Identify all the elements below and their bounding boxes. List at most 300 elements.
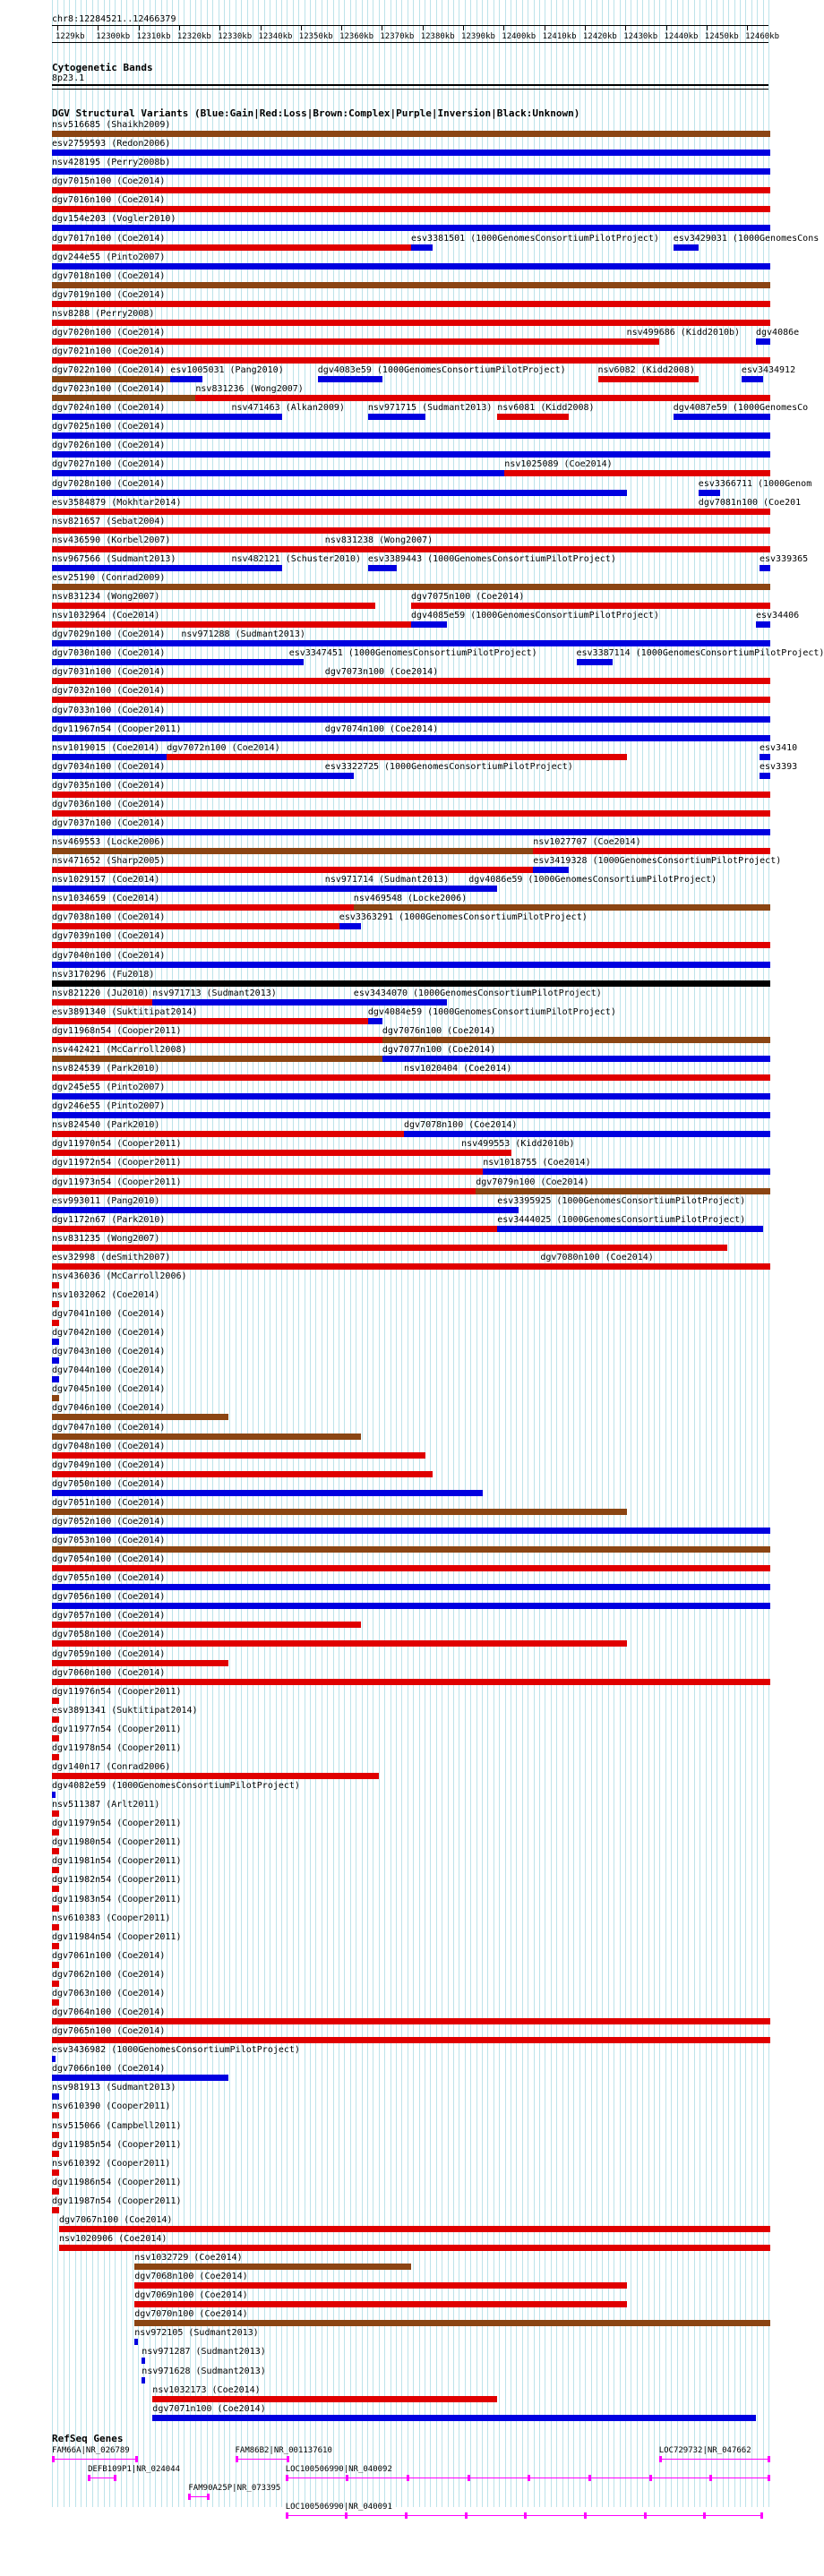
variant-label[interactable]: dgv7052n100 (Coe2014) [52,1516,166,1527]
variant-label[interactable]: dgv7022n100 (Coe2014) [52,365,166,375]
variant-bar[interactable] [52,829,770,835]
variant-bar[interactable] [760,565,770,571]
variant-label[interactable]: esv3389443 (1000GenomesConsortiumPilotProject) [367,553,616,564]
variant-bar[interactable] [52,2132,59,2138]
variant-bar[interactable] [52,490,627,496]
variant-bar[interactable] [52,301,770,307]
variant-bar[interactable] [152,2396,497,2402]
variant-label[interactable]: esv3395925 (1000GenomesConsortiumPilotProject) [497,1195,746,1206]
variant-bar[interactable] [540,1263,770,1270]
variant-label[interactable]: esv3387114 (1000GenomesConsortiumPilotProject) [576,648,824,659]
variant-bar[interactable] [52,810,770,817]
variant-label[interactable]: dgv7050n100 (Coe2014) [52,1478,166,1489]
variant-label[interactable]: dgv11973n54 (Cooper2011) [52,1177,182,1187]
variant-bar[interactable] [598,376,699,382]
variant-label[interactable]: dgv7021n100 (Coe2014) [52,347,166,356]
variant-label[interactable]: dgv4086e59 (1000GenomesConsortiumPilotProject) [468,875,717,886]
variant-label[interactable]: dgv11976n54 (Cooper2011) [52,1686,182,1697]
variant-bar[interactable] [52,263,770,270]
variant-bar[interactable] [382,1037,770,1043]
variant-label[interactable]: nsv1025089 (Coe2014) [504,459,613,470]
variant-bar[interactable] [52,1640,627,1647]
variant-bar[interactable] [52,1282,59,1288]
variant-label[interactable]: dgv7015n100 (Coe2014) [52,176,166,187]
variant-label[interactable]: nsv981913 (Sudmant2013) [52,2083,176,2093]
variant-bar[interactable] [52,1698,59,1704]
variant-label[interactable]: nsv469553 (Locke2006) [52,837,166,847]
variant-label[interactable]: nsv1032729 (Coe2014) [134,2253,243,2263]
variant-bar[interactable] [52,1546,770,1553]
variant-label[interactable]: dgv7063n100 (Coe2014) [52,1988,166,1998]
variant-bar[interactable] [504,470,770,476]
variant-bar[interactable] [52,2207,59,2213]
variant-label[interactable]: nsv469548 (Locke2006) [353,894,468,904]
variant-bar[interactable] [497,1207,519,1213]
variant-bar[interactable] [52,1999,59,2006]
variant-label[interactable]: nsv1019015 (Coe2014) [52,742,160,753]
variant-bar[interactable] [52,1792,56,1798]
variant-bar[interactable] [533,867,569,873]
variant-label[interactable]: nsv511387 (Arlt2011) [52,1800,160,1810]
variant-bar[interactable] [52,1810,59,1817]
variant-bar[interactable] [368,1018,382,1024]
variant-label[interactable]: dgv7058n100 (Coe2014) [52,1630,166,1640]
variant-bar[interactable] [52,2112,59,2118]
variant-bar[interactable] [232,414,282,420]
variant-label[interactable]: dgv7076n100 (Coe2014) [382,1025,496,1036]
variant-label[interactable]: dgv7053n100 (Coe2014) [52,1536,166,1545]
variant-bar[interactable] [52,2075,228,2081]
variant-label[interactable]: dgv4085e59 (1000GenomesConsortiumPilotProject) [411,611,659,621]
variant-bar[interactable] [699,490,720,496]
variant-bar[interactable] [152,999,354,1006]
variant-label[interactable]: dgv7018n100 (Coe2014) [52,270,166,281]
variant-bar[interactable] [674,244,699,251]
variant-label[interactable]: dgv7054n100 (Coe2014) [52,1554,166,1565]
variant-bar[interactable] [52,1301,59,1307]
variant-bar[interactable] [52,1357,59,1364]
variant-bar[interactable] [52,584,770,590]
variant-bar[interactable] [742,376,763,382]
variant-label[interactable]: nsv610392 (Cooper2011) [52,2158,171,2169]
variant-label[interactable]: nsv831236 (Wong2007) [195,384,304,395]
variant-label[interactable]: dgv7046n100 (Coe2014) [52,1403,166,1414]
variant-bar[interactable] [52,509,699,515]
variant-bar[interactable] [339,923,361,929]
variant-bar[interactable] [760,773,770,779]
variant-label[interactable]: dgv11968n54 (Cooper2011) [52,1025,182,1036]
variant-bar[interactable] [52,1528,770,1534]
variant-label[interactable]: dgv11982n54 (Cooper2011) [52,1875,182,1886]
variant-label[interactable]: esv3347451 (1000GenomesConsortiumPilotProject) [288,648,537,659]
variant-bar[interactable] [52,357,770,364]
variant-label[interactable]: dgv7066n100 (Coe2014) [52,2064,166,2075]
variant-bar[interactable] [52,1716,59,1723]
variant-label[interactable]: dgv7071n100 (Coe2014) [152,2403,266,2414]
variant-bar[interactable] [756,621,770,628]
variant-label[interactable]: dgv7045n100 (Coe2014) [52,1384,166,1395]
variant-bar[interactable] [52,131,770,137]
variant-label[interactable]: nsv8288 (Perry2008) [52,308,155,319]
variant-label[interactable]: esv3393 [760,761,798,772]
variant-bar[interactable] [181,640,770,646]
variant-label[interactable]: dgv4084e59 (1000GenomesConsortiumPilotProject) [367,1006,616,1017]
variant-label[interactable]: dgv140n17 (Conrad2006) [52,1762,171,1772]
variant-label[interactable]: nsv967566 (Sudmant2013) [52,553,176,564]
variant-label[interactable]: esv3366711 (1000Genom [698,478,812,489]
variant-bar[interactable] [52,1056,382,1062]
variant-bar[interactable] [627,338,659,345]
variant-bar[interactable] [52,1622,361,1628]
variant-bar[interactable] [52,1924,59,1930]
variant-label[interactable]: dgv7049n100 (Coe2014) [52,1459,166,1470]
variant-bar[interactable] [52,1584,770,1590]
variant-bar[interactable] [52,1829,59,1836]
variant-bar[interactable] [52,338,627,345]
variant-bar[interactable] [325,773,354,779]
variant-label[interactable]: esv3584879 (Mokhtar2014) [52,497,182,508]
variant-bar[interactable] [52,376,170,382]
variant-bar[interactable] [52,1414,228,1420]
variant-bar[interactable] [52,1037,382,1043]
variant-bar[interactable] [52,432,770,439]
variant-bar[interactable] [52,206,770,212]
variant-label[interactable]: nsv971713 (Sudmant2013) [152,988,277,998]
variant-label[interactable]: nsv610390 (Cooper2011) [52,2101,171,2112]
variant-label[interactable]: nsv428195 (Perry2008b) [52,158,171,168]
gene-label[interactable]: LOC729732|NR_047662 [658,2446,751,2455]
variant-bar[interactable] [52,2093,59,2100]
variant-label[interactable]: dgv7081n100 (Coe201 [698,497,802,508]
variant-bar[interactable] [134,2282,626,2289]
variant-label[interactable]: dgv11986n54 (Cooper2011) [52,2177,182,2187]
variant-bar[interactable] [318,376,382,382]
variant-bar[interactable] [52,1773,379,1779]
variant-label[interactable]: dgv7079n100 (Coe2014) [476,1177,589,1187]
variant-bar[interactable] [52,1150,461,1156]
variant-label[interactable]: dgv7065n100 (Coe2014) [52,2026,166,2037]
variant-bar[interactable] [170,376,202,382]
variant-label[interactable]: dgv7039n100 (Coe2014) [52,931,166,942]
variant-bar[interactable] [411,603,770,609]
variant-bar[interactable] [325,546,770,552]
variant-label[interactable]: dgv7056n100 (Coe2014) [52,1592,166,1603]
variant-label[interactable]: dgv7070n100 (Coe2014) [134,2309,248,2320]
variant-label[interactable]: nsv3170296 (Fu2018) [52,969,155,980]
variant-bar[interactable] [52,1660,228,1666]
variant-label[interactable]: nsv821657 (Sebat2004) [52,516,166,526]
variant-label[interactable]: dgv7031n100 (Coe2014) [52,667,166,678]
variant-label[interactable]: dgv7016n100 (Coe2014) [52,195,166,206]
variant-label[interactable]: esv32998 (deSmith2007) [52,1252,171,1262]
variant-label[interactable]: dgv7038n100 (Coe2014) [52,912,166,923]
variant-label[interactable]: dgv4086e [756,327,800,338]
variant-bar[interactable] [52,1565,770,1571]
gene-line[interactable] [52,2459,138,2460]
variant-label[interactable]: nsv1020906 (Coe2014) [59,2234,167,2244]
variant-bar[interactable] [52,2056,56,2062]
variant-label[interactable]: nsv6082 (Kidd2008) [597,365,695,375]
variant-bar[interactable] [411,621,447,628]
variant-bar[interactable] [52,735,325,741]
variant-label[interactable]: dgv11980n54 (Cooper2011) [52,1837,182,1848]
variant-bar[interactable] [699,509,770,515]
variant-label[interactable]: esv993011 (Pang2010) [52,1195,160,1206]
variant-label[interactable]: dgv7061n100 (Coe2014) [52,1950,166,1961]
variant-bar[interactable] [52,225,770,231]
variant-bar[interactable] [52,942,770,948]
variant-label[interactable]: dgv7032n100 (Coe2014) [52,686,166,697]
variant-bar[interactable] [325,735,770,741]
variant-label[interactable]: nsv971715 (Sudmant2013) [367,403,493,414]
variant-bar[interactable] [52,867,533,873]
variant-label[interactable]: dgv7040n100 (Coe2014) [52,950,166,961]
variant-bar[interactable] [354,999,447,1006]
variant-label[interactable]: dgv11983n54 (Cooper2011) [52,1894,182,1904]
variant-bar[interactable] [52,923,339,929]
variant-label[interactable]: dgv7042n100 (Coe2014) [52,1328,166,1339]
variant-label[interactable]: nsv482121 (Schuster2010) [231,553,361,564]
variant-bar[interactable] [195,395,770,401]
variant-label[interactable]: esv2759593 (Redon2006) [52,139,171,150]
variant-bar[interactable] [52,546,325,552]
variant-bar[interactable] [52,1943,59,1949]
variant-label[interactable]: dgv7062n100 (Coe2014) [52,1969,166,1980]
variant-bar[interactable] [52,848,533,854]
variant-label[interactable]: dgv1172n67 (Park2010) [52,1214,166,1225]
variant-bar[interactable] [52,716,770,723]
variant-bar[interactable] [382,1056,770,1062]
variant-label[interactable]: esv3891340 (Suktitipat2014) [52,1006,198,1017]
variant-label[interactable]: dgv7036n100 (Coe2014) [52,799,166,809]
variant-label[interactable]: dgv7068n100 (Coe2014) [134,2272,248,2282]
variant-label[interactable]: nsv821220 (Ju2010) [52,988,150,998]
variant-label[interactable]: nsv1032062 (Coe2014) [52,1290,160,1300]
variant-label[interactable]: nsv610383 (Cooper2011) [52,1913,171,1923]
variant-bar[interactable] [52,1263,540,1270]
variant-label[interactable]: nsv971714 (Sudmant2013) [324,875,450,886]
variant-label[interactable]: nsv971628 (Sudmant2013) [142,2366,266,2376]
variant-bar[interactable] [52,603,375,609]
variant-label[interactable]: dgv7072n100 (Coe2014) [167,742,280,753]
gene-label[interactable]: DEFB109P1|NR_024044 [88,2465,181,2474]
variant-label[interactable]: dgv7078n100 (Coe2014) [404,1120,518,1131]
variant-bar[interactable] [52,244,411,251]
variant-label[interactable]: dgv7069n100 (Coe2014) [134,2290,248,2301]
variant-bar[interactable] [461,1150,511,1156]
variant-label[interactable]: esv3444025 (1000GenomesConsortiumPilotProject) [497,1214,746,1225]
variant-bar[interactable] [760,754,770,760]
variant-label[interactable]: dgv7019n100 (Coe2014) [52,289,166,300]
variant-label[interactable]: dgv11979n54 (Cooper2011) [52,1819,182,1829]
variant-label[interactable]: dgv7048n100 (Coe2014) [52,1441,166,1451]
variant-label[interactable]: dgv7035n100 (Coe2014) [52,780,166,791]
variant-label[interactable]: dgv11967n54 (Cooper2011) [52,723,182,734]
variant-bar[interactable] [52,659,289,665]
variant-bar[interactable] [468,886,497,892]
variant-bar[interactable] [59,2226,770,2232]
variant-bar[interactable] [52,2188,59,2195]
variant-bar[interactable] [483,1168,770,1175]
variant-label[interactable]: nsv471652 (Sharp2005) [52,856,166,867]
variant-bar[interactable] [52,414,232,420]
variant-label[interactable]: esv34406 [756,611,800,621]
variant-bar[interactable] [577,659,613,665]
variant-bar[interactable] [52,2169,59,2176]
variant-label[interactable]: dgv11981n54 (Cooper2011) [52,1856,182,1867]
variant-label[interactable]: nsv1027707 (Coe2014) [533,837,641,847]
variant-bar[interactable] [52,1452,425,1459]
variant-label[interactable]: dgv7034n100 (Coe2014) [52,761,166,772]
variant-label[interactable]: dgv7043n100 (Coe2014) [52,1347,166,1357]
variant-label[interactable]: nsv442421 (McCarroll2008) [52,1044,187,1055]
variant-bar[interactable] [52,2037,770,2043]
variant-label[interactable]: dgv11972n54 (Cooper2011) [52,1158,182,1168]
variant-label[interactable]: esv3381501 (1000GenomesConsortiumPilotProject) [411,233,659,244]
variant-label[interactable]: dgv7060n100 (Coe2014) [52,1667,166,1678]
variant-label[interactable]: dgv11985n54 (Cooper2011) [52,2139,182,2150]
variant-bar[interactable] [52,1018,368,1024]
variant-bar[interactable] [52,1735,59,1742]
variant-bar[interactable] [289,659,304,665]
variant-label[interactable]: nsv1032173 (Coe2014) [152,2384,261,2395]
variant-label[interactable]: dgv154e203 (Vogler2010) [52,214,176,225]
variant-bar[interactable] [368,414,425,420]
variant-label[interactable]: dgv11978n54 (Cooper2011) [52,1742,182,1753]
variant-label[interactable]: esv3419328 (1000GenomesConsortiumPilotProject) [533,856,782,867]
variant-bar[interactable] [52,1168,483,1175]
variant-bar[interactable] [52,1886,59,1892]
variant-label[interactable]: dgv7029n100 (Coe2014) [52,629,166,640]
variant-bar[interactable] [52,1112,770,1118]
variant-label[interactable]: nsv499686 (Kidd2010b) [626,327,741,338]
variant-bar[interactable] [52,2151,59,2157]
variant-label[interactable]: nsv971287 (Sudmant2013) [142,2347,266,2358]
variant-bar[interactable] [232,565,282,571]
variant-bar[interactable] [354,904,770,911]
variant-bar[interactable] [152,2415,756,2421]
variant-bar[interactable] [52,320,770,326]
variant-label[interactable]: dgv7073n100 (Coe2014) [324,667,439,678]
variant-label[interactable]: dgv7025n100 (Coe2014) [52,422,166,432]
variant-label[interactable]: dgv7033n100 (Coe2014) [52,705,166,715]
variant-label[interactable]: dgv246e55 (Pinto2007) [52,1101,166,1112]
variant-bar[interactable] [52,773,325,779]
variant-bar[interactable] [52,1245,727,1251]
variant-label[interactable]: nsv824539 (Park2010) [52,1064,160,1074]
variant-label[interactable]: nsv1034659 (Coe2014) [52,894,160,904]
variant-bar[interactable] [52,527,770,534]
gene-line[interactable] [659,2459,770,2460]
variant-label[interactable]: esv3434070 (1000GenomesConsortiumPilotProject) [353,988,602,998]
variant-label[interactable]: dgv7024n100 (Coe2014) [52,403,166,414]
variant-bar[interactable] [52,470,504,476]
variant-bar[interactable] [52,1433,361,1440]
variant-bar[interactable] [134,2264,411,2270]
variant-bar[interactable] [52,904,354,911]
gene-label[interactable]: FAM90A25P|NR_073395 [188,2484,281,2493]
variant-label[interactable]: dgv245e55 (Pinto2007) [52,1083,166,1093]
variant-bar[interactable] [52,621,411,628]
variant-bar[interactable] [52,1320,59,1326]
variant-label[interactable]: nsv972105 (Sudmant2013) [134,2328,259,2339]
variant-label[interactable]: esv3891341 (Suktitipat2014) [52,1705,198,1716]
variant-bar[interactable] [325,886,468,892]
variant-label[interactable]: nsv1029157 (Coe2014) [52,875,160,886]
variant-label[interactable]: dgv7047n100 (Coe2014) [52,1422,166,1433]
variant-label[interactable]: dgv7028n100 (Coe2014) [52,478,166,489]
variant-bar[interactable] [167,754,626,760]
variant-label[interactable]: dgv7075n100 (Coe2014) [411,592,525,602]
variant-bar[interactable] [52,451,770,458]
variant-label[interactable]: nsv831234 (Wong2007) [52,592,160,602]
variant-label[interactable]: dgv7020n100 (Coe2014) [52,327,166,338]
variant-label[interactable]: dgv11977n54 (Cooper2011) [52,1724,182,1734]
variant-bar[interactable] [52,1074,404,1081]
variant-bar[interactable] [52,754,167,760]
variant-bar[interactable] [52,1490,483,1496]
variant-label[interactable]: dgv7057n100 (Coe2014) [52,1611,166,1622]
variant-bar[interactable] [52,1339,59,1345]
variant-label[interactable]: dgv7041n100 (Coe2014) [52,1309,166,1319]
variant-label[interactable]: dgv7026n100 (Coe2014) [52,441,166,451]
gene-label[interactable]: FAM66A|NR_026789 [52,2446,130,2455]
variant-bar[interactable] [52,1905,59,1912]
variant-label[interactable]: nsv515066 (Campbell2011) [52,2120,182,2131]
variant-bar[interactable] [52,1603,770,1609]
variant-bar[interactable] [134,2320,770,2326]
variant-label[interactable]: nsv971288 (Sudmant2013) [181,629,305,640]
gene-label[interactable]: LOC100506990|NR_040091 [285,2503,392,2512]
variant-label[interactable]: dgv7037n100 (Coe2014) [52,818,166,828]
variant-label[interactable]: dgv7023n100 (Coe2014) [52,384,166,395]
variant-bar[interactable] [52,1848,59,1854]
variant-bar[interactable] [52,2018,770,2024]
variant-bar[interactable] [142,2358,145,2364]
variant-bar[interactable] [368,565,397,571]
variant-bar[interactable] [52,150,770,156]
variant-label[interactable]: esv3322725 (1000GenomesConsortiumPilotProject) [324,761,573,772]
variant-bar[interactable] [134,2339,138,2345]
variant-label[interactable]: dgv7067n100 (Coe2014) [59,2214,173,2225]
variant-bar[interactable] [52,1188,476,1194]
variant-label[interactable]: nsv436590 (Korbel2007) [52,535,171,545]
gene-line[interactable] [236,2459,289,2460]
variant-label[interactable]: nsv824540 (Park2010) [52,1120,160,1131]
variant-label[interactable]: nsv436036 (McCarroll2006) [52,1271,187,1281]
variant-bar[interactable] [52,962,770,968]
variant-label[interactable]: dgv4082e59 (1000GenomesConsortiumPilotProject) [52,1781,300,1791]
variant-label[interactable]: esv3434912 [741,365,796,375]
variant-label[interactable]: dgv4087e59 (1000GenomesCo [673,403,809,414]
variant-label[interactable]: dgv7077n100 (Coe2014) [382,1044,496,1055]
variant-bar[interactable] [142,2377,145,2383]
variant-label[interactable]: dgv7074n100 (Coe2014) [324,723,439,734]
variant-bar[interactable] [52,792,770,798]
variant-bar[interactable] [497,414,569,420]
variant-label[interactable]: dgv11984n54 (Cooper2011) [52,1931,182,1942]
variant-bar[interactable] [52,1754,59,1760]
variant-bar[interactable] [52,395,195,401]
variant-bar[interactable] [52,282,770,288]
variant-bar[interactable] [52,1867,59,1873]
variant-label[interactable]: dgv7044n100 (Coe2014) [52,1365,166,1376]
variant-label[interactable]: nsv516685 (Shaikh2009) [52,120,171,130]
variant-label[interactable]: nsv499553 (Kidd2010b) [461,1139,575,1150]
variant-bar[interactable] [476,1188,770,1194]
variant-bar[interactable] [52,1471,433,1477]
variant-bar[interactable] [59,2245,770,2251]
